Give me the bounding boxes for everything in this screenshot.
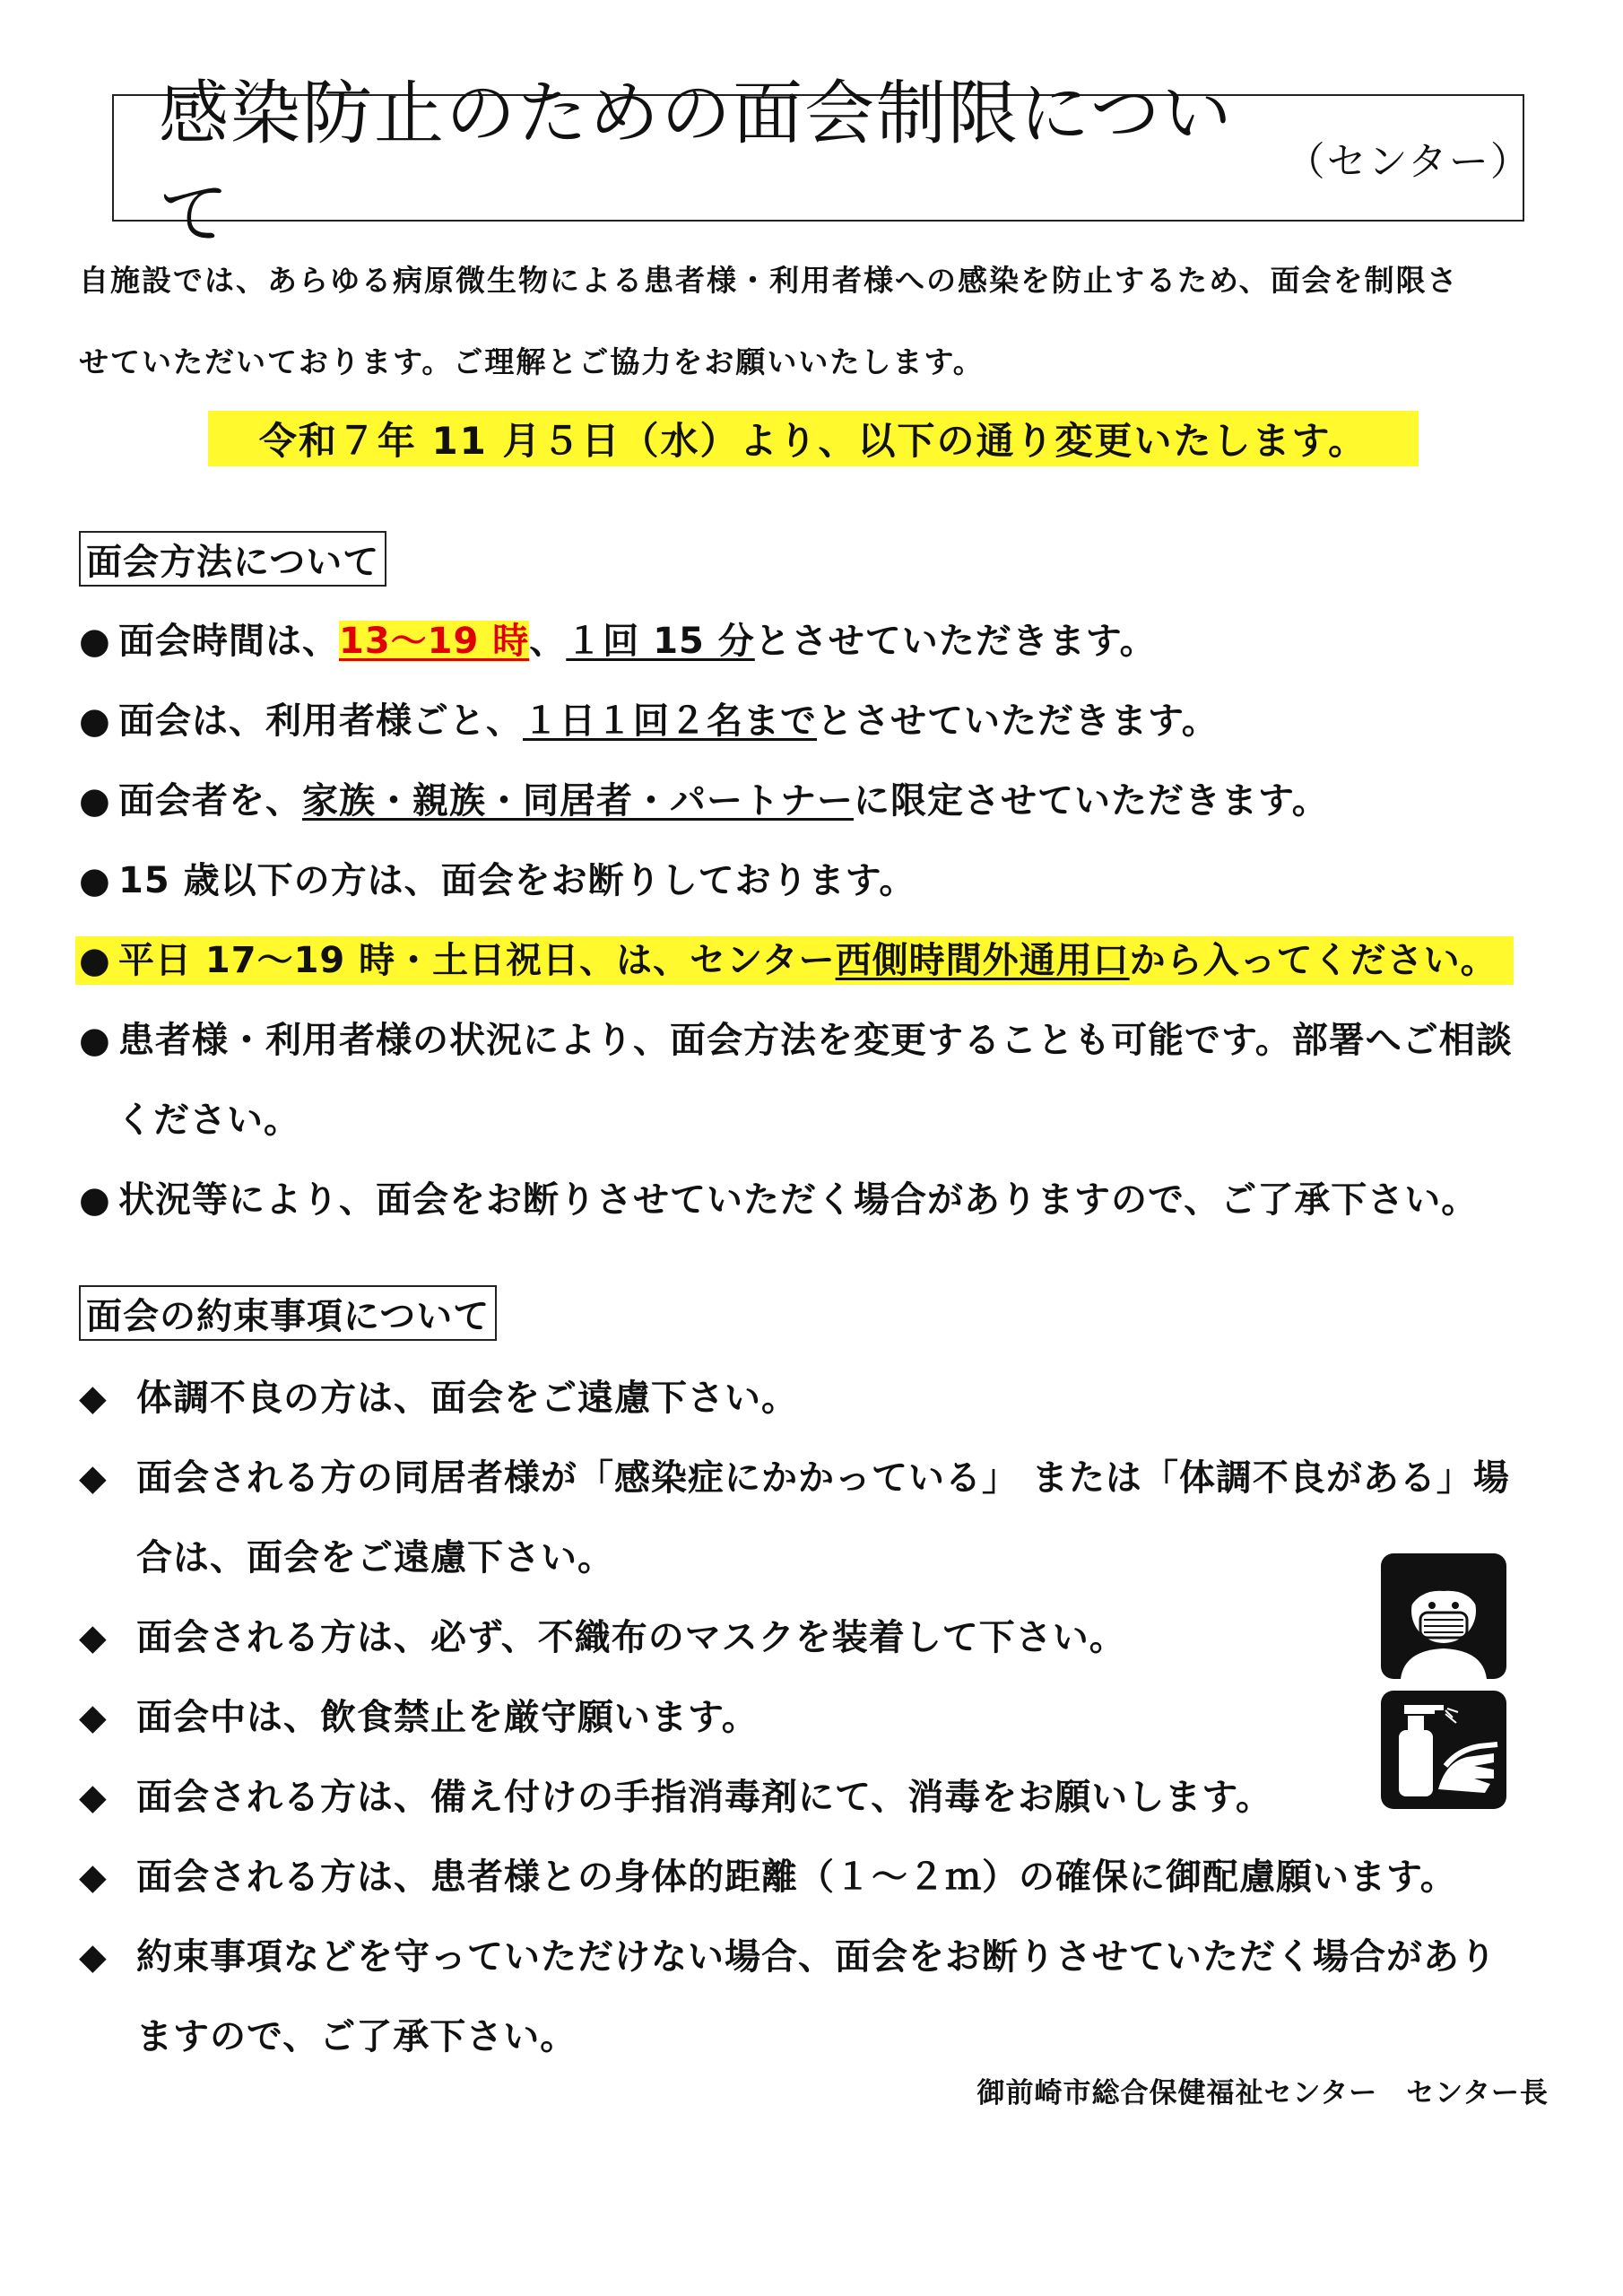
rule-item-sick: ◆ 体調不良の方は、面会をご遠慮下さい。 bbox=[79, 1378, 798, 1419]
diamond-bullet-icon: ◆ bbox=[79, 1457, 108, 1499]
list-item-entrance bbox=[79, 932, 1514, 983]
hand-sanitizer-icon bbox=[1381, 1691, 1506, 1809]
diamond-bullet-icon: ◆ bbox=[79, 1378, 108, 1419]
bullet-icon: ● bbox=[79, 1179, 111, 1221]
visit-hours: 13～19 時 bbox=[339, 621, 530, 662]
bullet-icon: ● bbox=[79, 621, 111, 662]
rule-item-distance: ◆ 面会される方は、患者様との身体的距離（１～２ｍ）の確保に御配慮願います。 bbox=[79, 1857, 1457, 1898]
diamond-bullet-icon: ◆ bbox=[79, 1617, 108, 1658]
section-heading-visit-rules: 面会の約束事項について bbox=[79, 1285, 497, 1341]
rule-item-sanitize: ◆ 面会される方は、備え付けの手指消毒剤にて、消毒をお願いします。 bbox=[79, 1777, 1272, 1818]
intro-line-2: せていただいております。ご理解とご協力をお願いいたします。 bbox=[79, 344, 985, 379]
list-item-method-change-cont: ください。 bbox=[117, 1100, 300, 1141]
diamond-bullet-icon: ◆ bbox=[79, 1936, 108, 1978]
page-subtitle: （センター） bbox=[1285, 139, 1532, 185]
rule-item-household-cont: 合は、面会をご遠慮下さい。 bbox=[136, 1537, 614, 1578]
change-notice: 令和７年 11 月５日（水）より、以下の通り変更いたします。 bbox=[208, 411, 1419, 466]
entrance-highlight: ● 平日 17～19 時・土日祝日、は、センター西側時間外通用口から入ってください。 bbox=[75, 936, 1514, 985]
diamond-bullet-icon: ◆ bbox=[79, 1857, 108, 1898]
entrance-door: 西側時間外通用口 bbox=[835, 940, 1130, 981]
visit-limit: １日１回２名まで bbox=[523, 700, 817, 742]
diamond-bullet-icon: ◆ bbox=[79, 1777, 108, 1818]
list-item-method-change: ● 患者様・利用者様の状況により、面会方法を変更することも可能です。部署へご相談 bbox=[79, 1020, 1513, 1061]
list-item-visitors: ● 面会者を、家族・親族・同居者・パートナーに限定させていただきます。 bbox=[79, 780, 1329, 822]
visit-duration: １回 15 分 bbox=[566, 621, 755, 662]
rule-item-mask: ◆ 面会される方は、必ず、不織布のマスクを装着して下さい。 bbox=[79, 1617, 1126, 1658]
intro-line-1: 自施設では、あらゆる病原微生物による患者様・利用者様への感染を防止するため、面会を制限さ bbox=[79, 263, 1459, 298]
bullet-icon: ● bbox=[79, 940, 111, 981]
bullet-icon: ● bbox=[79, 860, 111, 901]
bullet-icon: ● bbox=[79, 1020, 111, 1061]
bullet-icon: ● bbox=[79, 780, 111, 822]
list-item-age-limit: ● 15 歳以下の方は、面会をお断りしております。 bbox=[79, 860, 916, 901]
bullet-icon: ● bbox=[79, 700, 111, 742]
list-item-visit-time: ● 面会時間は、13～19 時、１回 15 分とさせていただきます。 bbox=[79, 621, 1157, 662]
page-title: 感染防止のための面会制限について bbox=[159, 74, 1234, 255]
diamond-bullet-icon: ◆ bbox=[79, 1697, 108, 1738]
rule-item-rules: ◆ 約束事項などを守っていただけない場合、面会をお断りさせていただく場合があり bbox=[79, 1936, 1497, 1978]
mask-person-icon bbox=[1381, 1553, 1506, 1679]
rule-item-food: ◆ 面会中は、飲食禁止を厳守願います。 bbox=[79, 1697, 759, 1738]
title-box bbox=[112, 74, 1532, 255]
rule-item-rules-cont: ますので、ご了承下さい。 bbox=[136, 2016, 577, 2057]
list-item-visit-count: ● 面会は、利用者様ごと、１日１回２名までとさせていただきます。 bbox=[79, 700, 1219, 742]
allowed-visitors: 家族・親族・同居者・パートナー bbox=[302, 780, 854, 822]
list-item-refusal: ● 状況等により、面会をお断りさせていただく場合がありますので、ご了承下さい。 bbox=[79, 1179, 1479, 1221]
rule-item-household: ◆ 面会される方の同居者様が「感染症にかかっている」 または「体調不良がある」場 bbox=[79, 1457, 1510, 1499]
section-heading-visit-method: 面会方法について bbox=[79, 531, 386, 587]
signature-footer: 御前崎市総合保健福祉センター センター長 bbox=[976, 2077, 1549, 2109]
